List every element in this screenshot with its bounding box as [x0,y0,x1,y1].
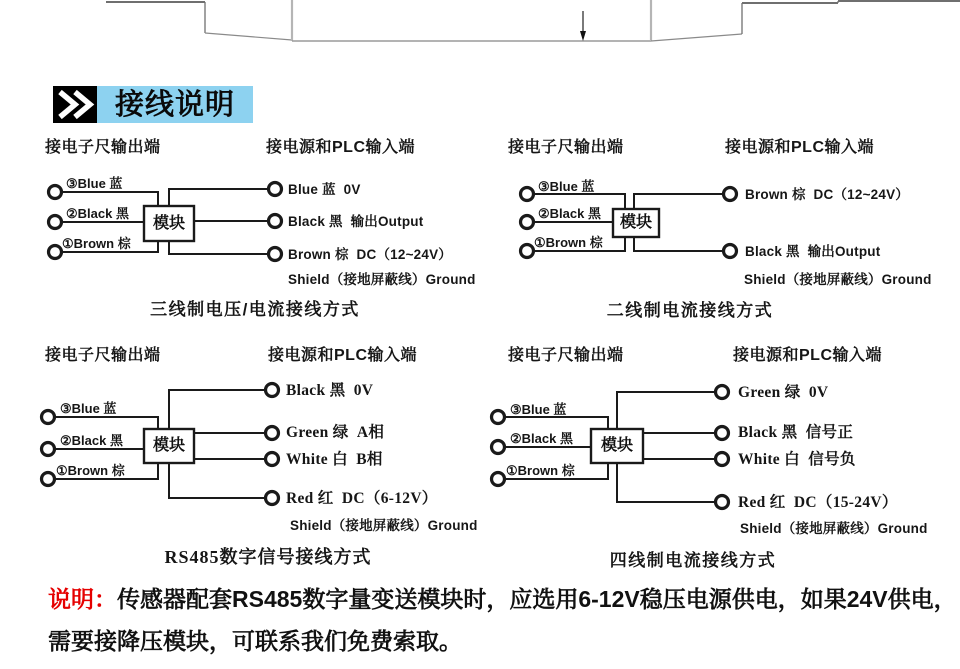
col-header-input-3: 接电源和PLC输入端 [268,347,418,364]
wire-label: ②Black 黑 [538,206,601,221]
wire-label: Green 绿 0V [738,384,829,401]
col-header-input-1: 接电源和PLC输入端 [266,139,416,156]
col-header-output-1: 接电子尺输出端 [45,139,161,156]
wire-label: Black 黑 输出Output [288,214,424,229]
module-label: 模块 [152,214,185,232]
shield-label: Shield（接地屏蔽线）Ground [290,518,478,533]
diagram-title: 三线制电压/电流接线方式 [150,300,360,319]
note-prefix: 说明： [48,586,117,612]
wire-label: Red 红 DC（6-12V） [286,490,438,507]
note-line-1 [48,584,957,614]
module-label: 模块 [619,214,652,231]
col-header-input-4: 接电源和PLC输入端 [733,347,883,364]
wire-label: ①Brown 棕 [62,236,131,251]
note-line-2: 需要接降压模块，可联系我们免费索取。 [48,628,462,654]
wire-label: Green 绿 A相 [286,424,385,441]
double-chevron-icon [53,86,97,123]
section-header-chevron-block [53,86,97,123]
shield-label: Shield（接地屏蔽线）Ground [288,272,476,287]
wire-label: Black 黑 0V [286,382,374,399]
col-header-output-4: 接电子尺输出端 [508,347,624,364]
mechanical-drawing-fragment [106,0,960,41]
col-header-output-2: 接电子尺输出端 [508,139,624,156]
section-title: 接线说明 [114,88,235,121]
section-header [97,86,253,123]
wire-label: ②Black 黑 [66,206,129,221]
shield-label: Shield（接地屏蔽线）Ground [744,272,932,287]
wire-label: White 白 B相 [286,451,383,468]
col-header-input-2: 接电源和PLC输入端 [725,139,875,156]
wire-label: Black 黑 信号正 [738,424,854,441]
wire-label: ②Black 黑 [60,433,123,448]
shield-label: Shield（接地屏蔽线）Ground [740,521,928,536]
note-text-1: 传感器配套RS485数字量变送模块时，应选用6-12V稳压电源供电，如果24V供电， [117,586,957,612]
module-label: 模块 [600,437,633,454]
wire-label: ①Brown 棕 [56,463,125,478]
wire-label: ①Brown 棕 [534,235,603,250]
wire-label: Brown 棕 DC（12~24V） [745,187,909,202]
wire-label: ③Blue 蓝 [538,179,595,194]
wire-label: ①Brown 棕 [506,463,575,478]
module-label: 模块 [152,437,185,454]
wire-label: ③Blue 蓝 [60,401,117,416]
wire-label: Red 红 DC（15-24V） [738,494,898,511]
diagram-title: 二线制电流接线方式 [606,301,774,320]
wire-label: Brown 棕 DC（12~24V） [288,247,452,262]
wire-label: ②Black 黑 [510,431,573,446]
wire-label: Blue 蓝 0V [288,182,361,197]
col-header-output-3: 接电子尺输出端 [45,347,161,364]
wire-label: White 白 信号负 [738,451,856,468]
diagram-title: RS485数字信号接线方式 [164,547,372,567]
wire-label: ③Blue 蓝 [510,402,567,417]
wire-label: Black 黑 输出Output [745,244,881,259]
wire-label: ③Blue 蓝 [66,176,123,191]
diagram-title: 四线制电流接线方式 [609,551,777,570]
dimension-arrow-icon [580,11,586,41]
